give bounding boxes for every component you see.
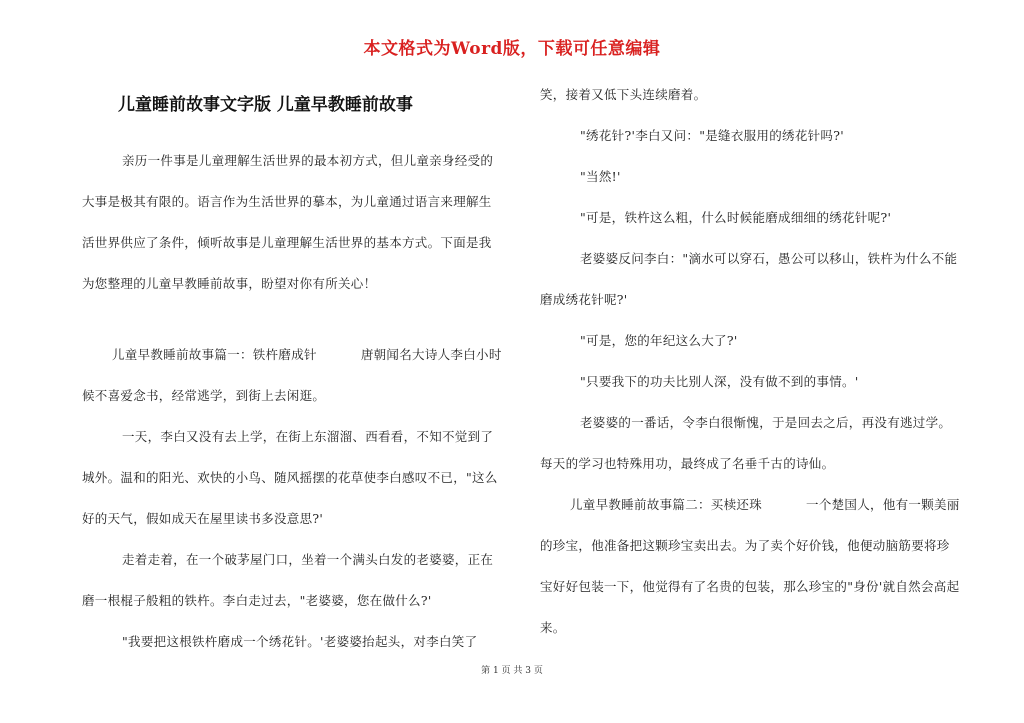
right-p8-text: 老婆婆的一番话，令李白很惭愧，于是回去之后，再没有逃过学。每天的学习也特殊用功，最终成了名垂千古的诗仙。 [540, 415, 952, 471]
right-p7-text: "只要我下的功夫比别人深，没有做不到的事情。' [580, 374, 859, 389]
right-paragraph-8 [540, 402, 960, 484]
right-paragraph-3 [540, 156, 960, 197]
page-number-footer: 第 1 页 共 3 页 [481, 666, 543, 676]
intro-text: 亲历一件事是儿童理解生活世界的最本初方式，但儿童亲身经受的大事是极其有限的。语言作为生活世界的摹本，为儿童通过语言来理解生活世界供应了条件，倾听故事是儿童理解生活世界的基本方式。下面是我为您整理的儿童早教睡前故事，盼望对你有所关心！ [82, 153, 494, 291]
story1-p2-text: 一天，李白又没有去上学，在街上东溜溜、西看看，不知不觉到了城外。温和的阳光、欢快的小鸟、随风摇摆的花草使李白感叹不已，"这么好的天气，假如成天在屋里读书多没意思?' [82, 429, 498, 526]
right-paragraph-5 [540, 238, 960, 320]
story1-p3-text: 走着走着，在一个破茅屋门口，坐着一个满头白发的老婆婆，正在磨一根棍子般粗的铁杵。李白走过去，"老婆婆，您在做什么?' [82, 552, 494, 608]
story2-opening-paragraph [540, 484, 960, 648]
left-column [82, 0, 502, 660]
intro-paragraph [82, 140, 502, 304]
story1-paragraph-4 [82, 621, 502, 662]
download-banner: 本文格式为Word版，下载可任意编辑 [363, 39, 661, 59]
right-p2-text: "绣花针?'李白又问："是缝衣服用的绣花针吗?' [580, 128, 844, 143]
right-paragraph-4 [540, 197, 960, 238]
document-title: 儿童睡前故事文字版 儿童早教睡前故事 [118, 95, 413, 115]
story1-paragraph-2 [82, 416, 502, 539]
right-p4-text: "可是，铁杵这么粗，什么时候能磨成细细的绣花针呢?' [580, 210, 892, 225]
right-paragraph-6 [540, 320, 960, 361]
story1-opening-paragraph [82, 334, 502, 416]
right-p3-text: "当然!' [580, 169, 621, 184]
right-p6-text: "可是，您的年纪这么大了?' [580, 333, 738, 348]
right-column [540, 0, 960, 660]
right-p1-text: 笑，接着又低下头连续磨着。 [540, 87, 707, 102]
right-paragraph-1 [540, 74, 960, 115]
right-paragraph-7 [540, 361, 960, 402]
story2-first-text: 一个楚国人，他有一颗美丽的珍宝，他准备把这颗珍宝卖出去。为了卖个好价钱，他便动脑筋要将珍宝好好包装一下，他觉得有了名贵的包装，那么珍宝的"身份'就自然会高起来。 [540, 497, 960, 635]
story2-heading: 儿童早教睡前故事篇二：买椟还珠 [570, 497, 763, 512]
right-paragraph-2 [540, 115, 960, 156]
story1-paragraph-3 [82, 539, 502, 621]
right-p5-text: 老婆婆反问李白："滴水可以穿石，愚公可以移山，铁杵为什么不能磨成绣花针呢?' [540, 251, 958, 307]
story1-p4-text: "我要把这根铁杵磨成一个绣花针。'老婆婆抬起头，对李白笑了 [122, 634, 478, 649]
story1-first-text: 唐朝闻名大诗人李白小时候不喜爱念书，经常逃学，到街上去闲逛。 [82, 347, 502, 403]
story1-heading: 儿童早教睡前故事篇一：铁杵磨成针 [112, 347, 317, 362]
